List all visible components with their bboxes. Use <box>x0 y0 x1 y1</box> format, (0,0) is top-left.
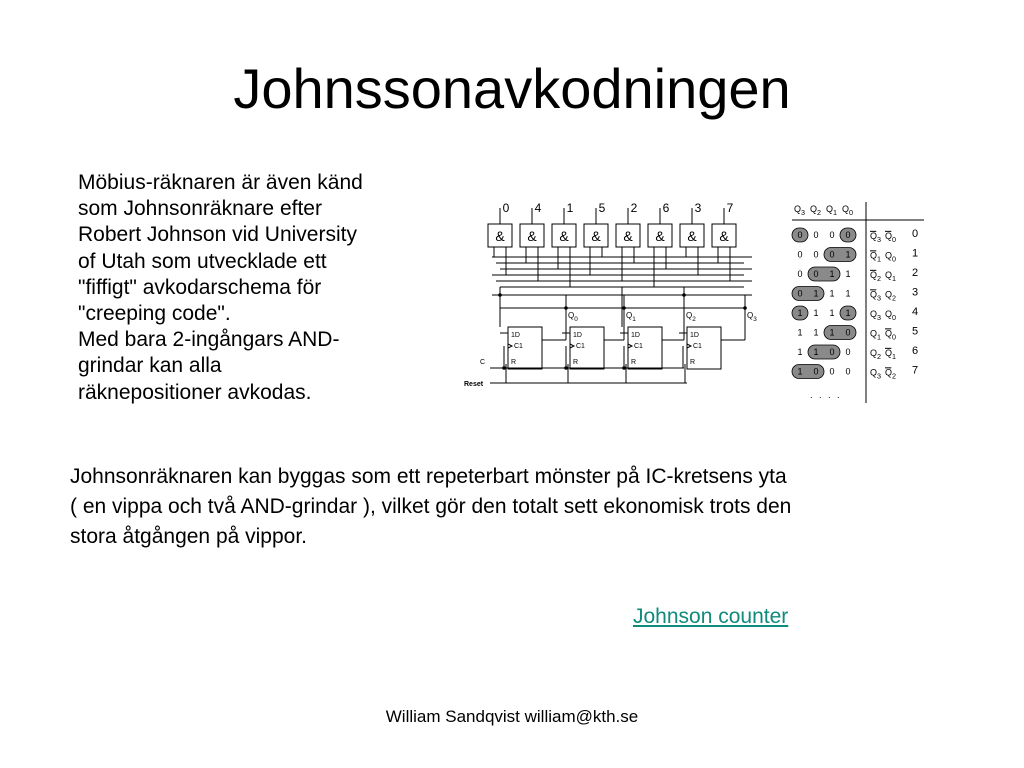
slide-title: Johnssonavkodningen <box>233 57 791 120</box>
intro-paragraph <box>78 170 448 406</box>
state-bit: 0 <box>797 269 803 279</box>
clock-label: C <box>480 359 486 366</box>
decode-term: $Q_1$ <box>885 348 897 362</box>
footer-credit: William Sandqvist william@kth.se <box>385 707 639 726</box>
and-symbol: & <box>591 228 601 244</box>
state-bit: 1 <box>797 366 803 377</box>
table-header-q3: $Q_3$ <box>794 204 806 218</box>
and-symbol: & <box>719 228 729 244</box>
state-bit: 1 <box>845 249 851 260</box>
state-bit: 1 <box>797 327 803 338</box>
flip-flop-c: C1 <box>693 343 702 350</box>
state-bit: 0 <box>797 288 803 299</box>
intro-line: Robert Johnson vid University <box>78 223 357 247</box>
state-bit: 1 <box>829 327 835 338</box>
decode-term: $Q_0$ <box>885 231 897 245</box>
flip-flop-1 <box>570 327 604 369</box>
flip-flop-2 <box>628 327 662 369</box>
intro-line: "creeping code". <box>78 302 231 326</box>
johnson-counter-circuit <box>462 190 782 400</box>
state-bit: 0 <box>829 366 835 377</box>
and-symbol: & <box>527 228 537 244</box>
and-symbol: & <box>559 228 569 244</box>
decoded-output: 4 <box>912 306 919 318</box>
reset-label: Reset <box>464 381 484 388</box>
output-label-1: 1 <box>566 201 574 215</box>
decode-term: $Q_3$ <box>870 289 882 303</box>
decoded-output: 0 <box>912 228 919 240</box>
state-bit: 1 <box>845 308 851 318</box>
junction-dot <box>502 366 506 370</box>
intro-line: "fiffigt" avkodarschema för <box>78 275 322 299</box>
state-bit: 0 <box>797 249 803 260</box>
q-label-3: $Q_3$ <box>747 311 757 323</box>
and-symbol: & <box>687 228 697 244</box>
table-continuation-dots: . . . . <box>810 390 842 400</box>
state-bit: 0 <box>797 230 803 240</box>
output-label-6: 6 <box>662 201 670 215</box>
decode-term: $Q_1$ <box>885 270 897 284</box>
junction-dot <box>564 306 568 310</box>
flip-flop-c: C1 <box>634 343 643 350</box>
and-symbol: & <box>495 228 505 244</box>
flip-flop-r: R <box>690 359 696 366</box>
table-header-q0: $Q_0$ <box>842 204 854 218</box>
output-label-7: 7 <box>726 201 734 215</box>
flip-flop-r: R <box>631 359 637 366</box>
junction-dot <box>622 306 626 310</box>
flip-flop-0 <box>508 327 542 369</box>
decode-term: $Q_2$ <box>870 348 882 362</box>
state-bit: 1 <box>845 269 851 279</box>
and-symbol: & <box>623 228 633 244</box>
flip-flop-d: 1D <box>573 332 582 339</box>
body-line: Johnsonräknaren kan byggas som ett repeterbart mönster på IC-kretsens yta <box>70 465 787 488</box>
output-label-4: 4 <box>534 201 542 215</box>
decoded-output: 7 <box>912 364 919 377</box>
state-bit: 1 <box>845 288 851 299</box>
flip-flop-r: R <box>573 359 579 366</box>
state-bit: 1 <box>813 327 819 338</box>
flip-flop-3 <box>687 327 721 369</box>
state-bit: 0 <box>845 230 851 240</box>
q-label-2: $Q_2$ <box>686 311 696 323</box>
decoded-output: 3 <box>912 286 919 299</box>
state-bit: 0 <box>813 269 819 279</box>
state-bit: 1 <box>813 288 819 299</box>
state-bit: 1 <box>797 347 803 357</box>
state-bit: 0 <box>829 347 835 357</box>
intro-line: Med bara 2-ingångars AND- <box>78 328 340 352</box>
decoded-output: 1 <box>912 247 919 260</box>
decode-term: $Q_2$ <box>870 270 882 284</box>
state-bit: 1 <box>797 308 803 318</box>
decode-term: $Q_0$ <box>885 250 897 264</box>
q-label-1: $Q_1$ <box>626 311 636 323</box>
state-bit: 0 <box>829 249 835 260</box>
intro-line: räknepositioner avkodas. <box>78 380 312 404</box>
decode-term: $Q_3$ <box>870 367 882 381</box>
flip-flop-c: C1 <box>576 343 585 350</box>
junction-dot <box>622 366 626 370</box>
table-header-q2: $Q_2$ <box>810 204 822 218</box>
body-line: stora åtgången på vippor. <box>70 525 308 548</box>
state-bit: 0 <box>845 327 851 338</box>
flip-flop-c: C1 <box>514 343 523 350</box>
decode-term: $Q_0$ <box>885 309 897 323</box>
state-bit: 0 <box>829 230 835 240</box>
q-label-0: $Q_0$ <box>568 311 578 323</box>
state-bit: 1 <box>829 288 835 299</box>
decoded-output: 5 <box>912 325 919 338</box>
decode-term: $Q_1$ <box>870 328 882 342</box>
output-label-5: 5 <box>598 201 606 215</box>
state-bit: 0 <box>845 366 851 377</box>
state-bit: 0 <box>813 366 819 377</box>
state-bit: 0 <box>813 230 819 240</box>
intro-line: som Johnsonräknare efter <box>78 197 322 221</box>
output-label-0: 0 <box>502 201 510 215</box>
flip-flop-d: 1D <box>511 332 520 339</box>
state-bit: 0 <box>845 347 851 357</box>
flip-flop-d: 1D <box>631 332 640 339</box>
intro-line: of Utah som utvecklade ett <box>78 249 327 273</box>
decode-term: $Q_3$ <box>870 231 882 245</box>
decoding-table <box>790 198 930 403</box>
decoded-output: 6 <box>912 345 919 357</box>
decode-term: $Q_3$ <box>870 309 882 323</box>
decoded-output: 2 <box>912 267 919 279</box>
table-header-q1: $Q_1$ <box>826 204 838 218</box>
decode-term: $Q_1$ <box>870 250 882 264</box>
and-symbol: & <box>655 228 665 244</box>
junction-dot <box>682 293 686 297</box>
flip-flop-r: R <box>511 359 517 366</box>
junction-dot <box>498 293 502 297</box>
intro-line: grindar kan alla <box>78 354 222 378</box>
state-bit: 1 <box>829 308 835 318</box>
state-bit: 0 <box>813 249 819 260</box>
intro-line: Möbius-räknaren är även känd <box>78 171 363 194</box>
state-bit: 1 <box>813 347 819 357</box>
decode-term: $Q_2$ <box>885 289 897 303</box>
output-label-3: 3 <box>694 201 702 215</box>
decode-term: $Q_2$ <box>885 367 897 381</box>
state-bit: 1 <box>813 308 819 318</box>
junction-dot <box>743 306 747 310</box>
body-paragraph <box>70 462 970 552</box>
decode-term: $Q_0$ <box>885 328 897 342</box>
output-label-2: 2 <box>630 201 638 215</box>
johnson-counter-link[interactable]: Johnson counter <box>633 605 789 628</box>
junction-dot <box>564 366 568 370</box>
body-line: ( en vippa och två AND-grindar ), vilket gör den totalt sett ekonomisk trots den <box>70 495 792 518</box>
state-bit: 1 <box>829 269 835 279</box>
flip-flop-d: 1D <box>690 332 699 339</box>
